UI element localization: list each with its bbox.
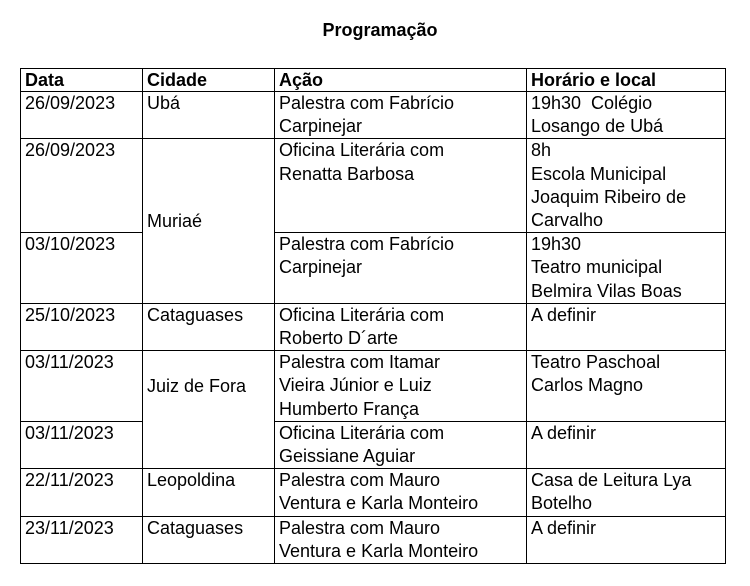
action-line: Oficina Literária com [279, 422, 445, 443]
location-line: 19h30 Colégio [531, 93, 653, 113]
location-cell [527, 92, 726, 139]
city-cell: Cataguases [143, 303, 275, 350]
city-cell: Leopoldina [143, 469, 275, 516]
location-line: Teatro municipal [531, 257, 663, 278]
city-label: Juiz de Fora [147, 375, 247, 396]
location-line: Losango de Ubá [531, 116, 664, 137]
location-cell [527, 469, 726, 516]
page-title: Programação [322, 20, 438, 40]
location-cell [527, 351, 726, 422]
action-line: Renatta Barbosa [279, 163, 415, 184]
action-line: Ventura e Karla Monteiro [279, 493, 479, 514]
header-acao: Ação [275, 69, 527, 92]
city-cell: Muriaé [143, 139, 275, 303]
date-cell: 26/09/2023 [21, 139, 143, 233]
location-line: 8h [531, 140, 552, 161]
header-cidade: Cidade [143, 69, 275, 92]
action-line: Palestra com Fabrício [279, 234, 455, 255]
date-cell: 23/11/2023 [21, 516, 143, 563]
city-cell [143, 351, 275, 469]
table-row [21, 303, 726, 350]
schedule-table [20, 68, 726, 564]
table-row [21, 351, 726, 422]
location-line: Botelho [531, 493, 593, 514]
action-line: Palestra com Fabrício [279, 93, 455, 113]
table-header-row [21, 69, 726, 92]
action-cell [275, 233, 527, 304]
location-line: A definir [531, 517, 597, 538]
location-line: Belmira Vilas Boas [531, 280, 682, 301]
action-line: Humberto França [279, 398, 420, 419]
action-cell [275, 92, 527, 139]
action-line: Ventura e Karla Monteiro [279, 540, 479, 561]
date-cell: 25/10/2023 [21, 303, 143, 350]
date-cell: 03/10/2023 [21, 233, 143, 304]
location-line: Escola Municipal [531, 163, 667, 184]
location-cell [527, 233, 726, 304]
action-line: Palestra com Mauro [279, 470, 441, 491]
location-cell [527, 516, 726, 563]
action-cell [275, 139, 527, 233]
header-local: Horário e local [527, 69, 726, 92]
action-line: Carpinejar [279, 116, 363, 137]
location-line: A definir [531, 422, 597, 443]
action-line: Carpinejar [279, 257, 363, 278]
action-line: Palestra com Mauro [279, 517, 441, 538]
table-row [21, 469, 726, 516]
location-line: Joaquim Ribeiro de [531, 186, 687, 207]
table-row [21, 139, 726, 233]
table-row [21, 92, 726, 139]
location-cell [527, 139, 726, 233]
city-cell: Cataguases [143, 516, 275, 563]
action-line: Vieira Júnior e Luiz [279, 375, 432, 396]
table-row [21, 421, 726, 468]
location-line: Carlos Magno [531, 375, 644, 396]
location-line: Teatro Paschoal [531, 352, 661, 373]
table-row [21, 516, 726, 563]
location-line: 19h30 [531, 234, 582, 255]
date-cell: 26/09/2023 [21, 92, 143, 139]
location-line: Carvalho [531, 210, 604, 231]
location-line: A definir [531, 304, 597, 325]
action-cell [275, 421, 527, 468]
action-cell [275, 469, 527, 516]
city-cell: Ubá [143, 92, 275, 139]
action-line: Palestra com Itamar [279, 352, 441, 373]
city-spacer [147, 421, 274, 444]
action-line: Geissiane Aguiar [279, 446, 416, 467]
location-cell [527, 421, 726, 468]
city-spacer [147, 398, 274, 421]
action-cell [275, 303, 527, 350]
action-line: Oficina Literária com [279, 304, 445, 325]
action-cell [275, 516, 527, 563]
table-row [21, 233, 726, 304]
date-cell: 03/11/2023 [21, 421, 143, 468]
action-line: Oficina Literária com [279, 140, 445, 161]
header-data: Data [21, 69, 143, 92]
date-cell: 22/11/2023 [21, 469, 143, 516]
location-line: Casa de Leitura Lya [531, 470, 692, 491]
date-cell: 03/11/2023 [21, 351, 143, 422]
action-line: Roberto D´arte [279, 328, 399, 349]
action-cell [275, 351, 527, 422]
location-cell [527, 303, 726, 350]
